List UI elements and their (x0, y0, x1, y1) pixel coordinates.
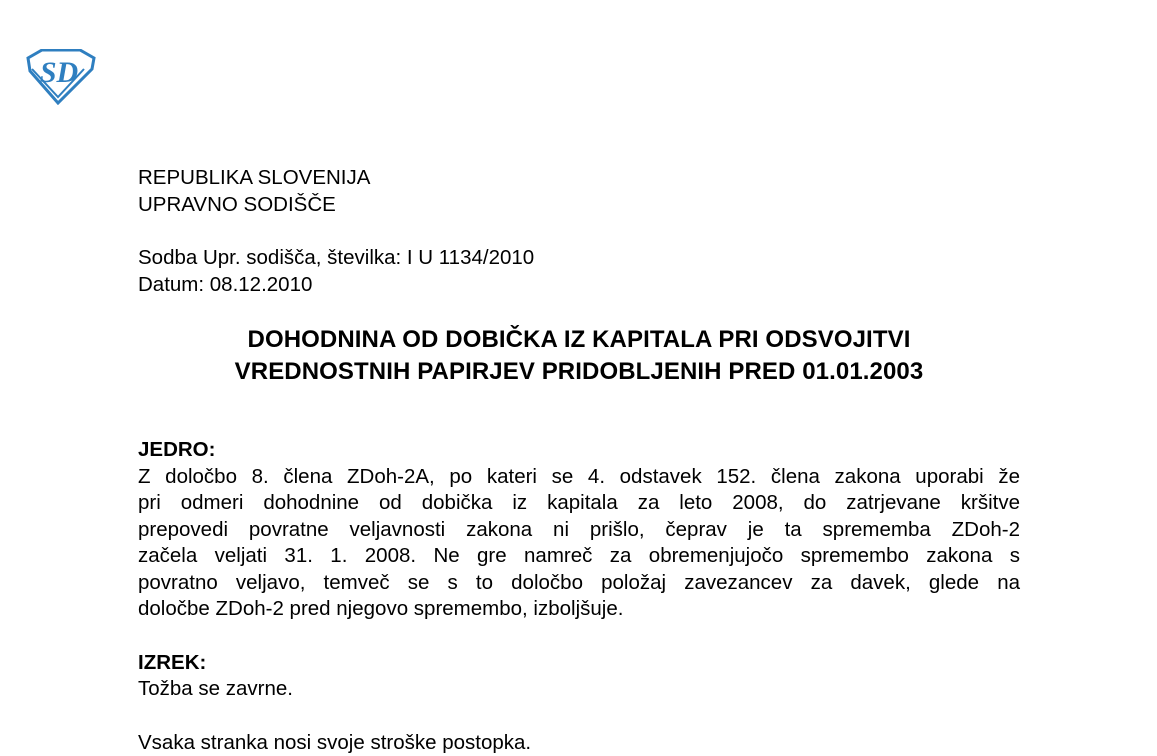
title-line-1: DOHODNINA OD DOBIČKA IZ KAPITALA PRI ODSVOJITVI (138, 324, 1020, 356)
jedro-heading: JEDRO: (138, 437, 1020, 464)
jedro-line: pri odmeri dohodnine od dobička iz kapitala za leto 2008, do zatrjevane kršitve (138, 490, 1020, 517)
cutoff-line: Vsaka stranka nosi svoje stroške postopka. (138, 730, 1020, 756)
shield-logo-icon (22, 49, 96, 105)
court-line: UPRAVNO SODIŠČE (138, 192, 1020, 219)
country-line: REPUBLIKA SLOVENIJA (138, 165, 1020, 192)
izrek-text: Tožba se zavrne. (138, 676, 1020, 703)
judgment-number: Sodba Upr. sodišča, številka: I U 1134/2010 (138, 245, 1020, 272)
jedro-line: prepovedi povratne veljavnosti zakona ni prišlo, čeprav je ta sprememba ZDoh-2 (138, 517, 1020, 544)
jedro-line: začela veljati 31. 1. 2008. Ne gre namreč za obremenjujočo spremembo zakona s (138, 543, 1020, 570)
jedro-line: Z določbo 8. člena ZDoh-2A, po kateri se 4. odstavek 152. člena zakona uporabi že (138, 464, 1020, 491)
document-body (138, 165, 1020, 756)
izrek-heading: IZREK: (138, 650, 1020, 677)
logo-text: SD (40, 56, 78, 89)
jedro-line: povratno veljavo, temveč se s to določbo položaj zavezancev za davek, glede na (138, 570, 1020, 597)
court-logo (22, 49, 96, 105)
document-title (138, 324, 1020, 388)
title-line-2: VREDNOSTNIH PAPIRJEV PRIDOBLJENIH PRED 01.01.2003 (138, 356, 1020, 388)
jedro-paragraph (138, 464, 1020, 623)
judgment-date: Datum: 08.12.2010 (138, 272, 1020, 299)
jedro-line: določbe ZDoh-2 pred njegovo spremembo, izboljšuje. (138, 596, 1020, 623)
